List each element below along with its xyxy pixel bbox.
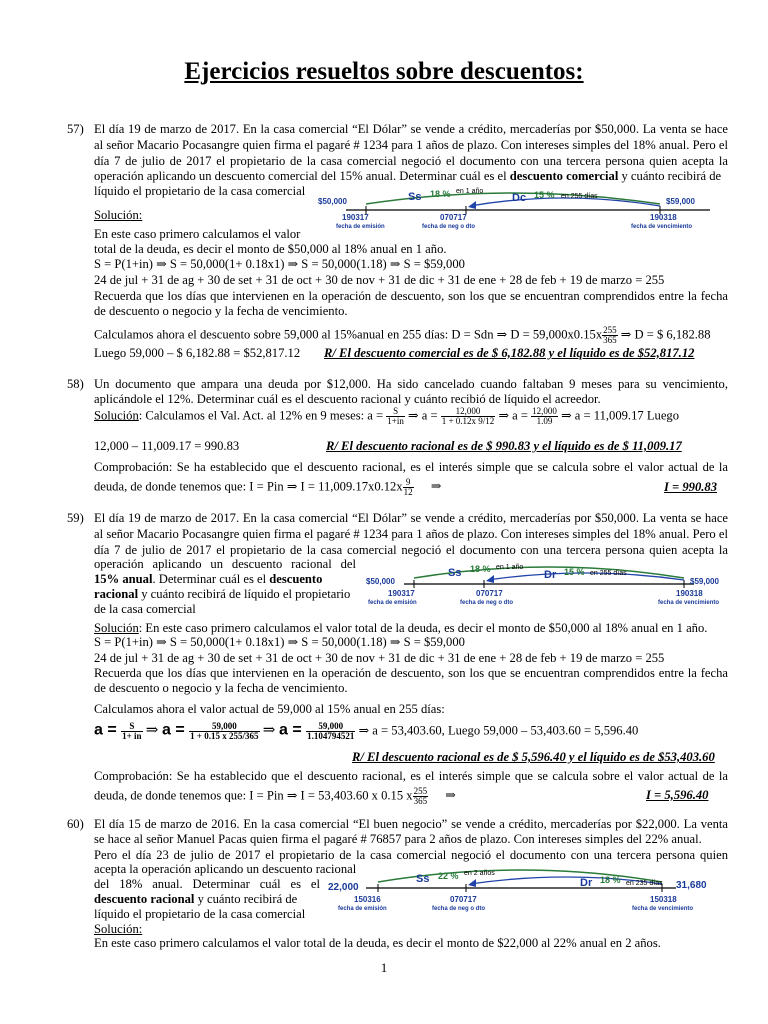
arrow-head — [486, 575, 494, 583]
dr-time: en 235 días — [626, 880, 663, 887]
keyword-rate: 15% anual — [94, 572, 153, 586]
text: ⇒ — [430, 479, 442, 494]
amount-right: $59,000 — [666, 197, 695, 206]
dr-rate: 15 % — [564, 567, 585, 577]
text: operación aplicando un descuento comercial del 15% anual. Determinar cuál es el — [94, 169, 507, 183]
problem-line: Un documento que ampara una deuda por $12,000. Ha sido cancelado cuando faltaban 9 meses para su vencimiento, — [94, 377, 728, 391]
numerator: 59,000 — [189, 722, 259, 732]
problem-line: El día 19 de marzo de 2017. En la casa comercial “El Dólar” se vende a crédito, mercaderías por $50,000. La venta se hace — [94, 511, 728, 525]
label-emision: fecha de emisión — [336, 224, 385, 230]
denominator: 365 — [413, 796, 428, 806]
arrow-head — [468, 201, 476, 209]
text: deuda, de donde tenemos que: I = Pin ⇒ I = 53,403.60 x 0.15 x — [94, 788, 413, 803]
date-negociacion: 070717 — [450, 895, 477, 904]
problem-line: líquido el propietario de la casa comercial — [94, 184, 306, 198]
text: ⇒ a = 11,009.17 Luego — [561, 408, 679, 423]
solution-line — [94, 407, 679, 426]
problem-line: El día 15 de marzo de 2016. En la casa comercial “El buen negocio” se vende a crédito, mercaderías por $22,000. La venta — [94, 817, 728, 831]
answer: R/ El descuento racional es de $ 990.83 y el líquido es de $ 11,009.17 — [326, 439, 682, 453]
solucion-heading: Solución — [94, 408, 139, 423]
date-vencimiento: 190318 — [676, 589, 703, 598]
ss-label: Ss — [408, 191, 422, 203]
check-line — [94, 478, 441, 497]
text: y cuánto recibirá de — [197, 892, 298, 906]
problem-line: al señor Macario Pocasangre quien firma el pagaré # 1234 para 1 años de plazo. Con intereses simples del 18% anual. Pero el — [94, 527, 728, 541]
page-title: Ejercicios resueltos sobre descuentos: — [184, 58, 584, 85]
denominator: 1+in — [387, 416, 404, 426]
problem-line: día 7 de julio de 2017 el propietario de la casa comercial negoció el documento con una tercera persona quien acepta la — [94, 154, 728, 168]
formula-line: S = P(1+in) ⇒ S = 50,000(1+ 0.18x1) ⇒ S = 50,000(1.18) ⇒ S = $59,000 — [94, 635, 465, 649]
numerator: 12,000 — [532, 406, 557, 416]
text: deuda, de donde tenemos que: I = Pin ⇒ I = 11,009.17x0.12x — [94, 479, 403, 494]
solucion-heading: Solución: — [94, 208, 143, 222]
fraction — [441, 407, 496, 426]
ss-time: en 2 años — [464, 870, 495, 877]
check-line: Comprobación: Se ha establecido que el descuento racional, es el interés simple que se calcula sobre el valor actual de la — [94, 769, 728, 783]
label-negociacion: fecha de neg o dto — [460, 600, 514, 606]
problem-line: Pero el día 23 de julio de 2017 el propietario de la casa comercial negoció el documento con una tercera persona quien — [94, 848, 728, 862]
days-sum-line: 24 de jul + 31 de ag + 30 de set + 31 de oct + 30 de nov + 31 de dic + 31 de ene + 28 de feb + 19 de marzo = 255 — [94, 273, 665, 287]
label-negociacion: fecha de neg o dto — [422, 224, 476, 230]
solution-line: Calculamos ahora el valor actual de 59,000 al 15% anual en 255 días: — [94, 702, 445, 716]
problem-line: del 18% anual. Determinar cuál es el — [94, 877, 320, 891]
solution-line: de descuento o negocio y la fecha de vencimiento. — [94, 304, 348, 318]
page-number: 1 — [380, 960, 388, 975]
problem-line — [94, 892, 297, 907]
solucion-heading: Solución: — [94, 922, 143, 936]
ss-rate: 18 % — [430, 189, 451, 199]
check-line: Comprobación: Se ha establecido que el descuento racional, es el interés simple que se calcula sobre el valor actual de la — [94, 460, 728, 474]
solution-line: Recuerda que los días que intervienen en la operación de descuento, son los que se encuentran comprendidos entre la fecha — [94, 666, 728, 680]
solution-line — [94, 621, 707, 636]
text: ⇒ a = 53,403.60, Luego 59,000 – 53,403.60 = 5,596.40 — [358, 723, 639, 738]
days-sum-line: 24 de jul + 31 de ag + 30 de set + 31 de oct + 30 de nov + 31 de dic + 31 de ene + 28 de feb + 19 de marzo = 255 — [94, 651, 665, 665]
fraction — [121, 722, 142, 741]
fraction — [306, 722, 355, 741]
solution-line: total de la deuda, es decir el monto de $50,000 al 18% anual en 1 año. — [94, 242, 447, 256]
dc-time: en 255 días — [561, 193, 598, 200]
answer: I = 5,596.40 — [646, 788, 709, 802]
ss-rate: 22 % — [438, 871, 459, 881]
text: Calculamos ahora el descuento sobre 59,000 al 15%anual en 255 días: D = Sdn ⇒ D = 59,000x0.15x — [94, 327, 603, 342]
label-negociacion: fecha de neg o dto — [432, 906, 486, 912]
amount-right: $59,000 — [690, 577, 719, 586]
solution-line: En este caso primero calculamos el valor — [94, 227, 301, 241]
problem-line — [94, 169, 721, 184]
dr-rate: 18 % — [600, 875, 621, 885]
numerator: S — [121, 722, 142, 732]
problem-line: líquido el propietario de la casa comercial — [94, 907, 306, 921]
answer: I = 990.83 — [664, 480, 718, 494]
dr-time: en 255 días — [590, 570, 627, 577]
date-emision: 190317 — [342, 213, 369, 222]
text: . Determinar cuál es el — [152, 572, 267, 586]
text: ⇒ D = $ 6,182.88 — [620, 327, 711, 342]
date-vencimiento: 150318 — [650, 895, 677, 904]
result-line: Luego 59,000 – $ 6,182.88 = $52,817.12 — [94, 346, 301, 360]
formula-line: S = P(1+in) ⇒ S = 50,000(1+ 0.18x1) ⇒ S = 50,000(1.18) ⇒ S = $59,000 — [94, 257, 465, 271]
label-vencimiento: fecha de vencimiento — [658, 600, 720, 606]
label-emision: fecha de emisión — [338, 906, 387, 912]
amount-left: $50,000 — [318, 197, 347, 206]
dc-rate: 15 % — [534, 190, 555, 200]
numerator: 255 — [413, 786, 428, 796]
fraction — [189, 722, 259, 741]
result-line: 12,000 – 11,009.17 = 990.83 — [94, 439, 240, 453]
exercise-number: 60) — [67, 817, 84, 831]
dr-label: Dr — [544, 569, 557, 581]
keyword-racional: racional — [94, 587, 139, 601]
ss-time: en 1 año — [496, 564, 524, 571]
label-emision: fecha de emisión — [368, 600, 417, 606]
ss-time: en 1 año — [456, 188, 484, 195]
text: ⇒ a = — [408, 408, 438, 423]
label-vencimiento: fecha de vencimiento — [632, 906, 694, 912]
check-line — [94, 787, 456, 806]
problem-line: operación aplicando un descuento racional del — [94, 557, 356, 571]
text: ⇒ a = — [498, 408, 529, 423]
ss-label: Ss — [448, 567, 462, 579]
problem-line — [94, 572, 322, 587]
numerator: 12,000 — [441, 407, 496, 417]
numerator: S — [386, 407, 405, 417]
dc-label: Dc — [512, 192, 527, 204]
exercise-number: 59) — [67, 511, 84, 525]
solution-line: Recuerda que los días que intervienen en la operación de descuento, son los que se encuentran comprendidos entre la fecha — [94, 289, 728, 303]
variable-a: a — [94, 721, 103, 739]
discount-calc-line — [94, 326, 711, 345]
answer: R/ El descuento racional es de $ 5,596.40 y el líquido es de $53,403.60 — [352, 750, 715, 764]
problem-line: se hace al señor Manuel Pacas quien firma el pagaré # 76857 para 2 años de plazo. Con intereses simples del 22% anual. — [94, 832, 702, 846]
problem-line: acepta la operación aplicando un descuento racional — [94, 862, 357, 876]
denominator: 12 — [403, 487, 413, 497]
denominator: 365 — [603, 335, 617, 345]
date-negociacion: 070717 — [476, 589, 503, 598]
exercise-number: 57) — [67, 122, 84, 136]
label-vencimiento: fecha de vencimiento — [631, 224, 693, 230]
text: ⇒ — [445, 788, 456, 803]
fraction — [413, 787, 429, 806]
timeline-diagram — [364, 560, 734, 610]
variable-a: a — [279, 721, 288, 739]
date-emision: 190317 — [388, 589, 415, 598]
problem-line: de la casa comercial — [94, 602, 196, 616]
date-vencimiento: 190318 — [650, 213, 677, 222]
text: : En este caso primero calculamos el valor total de la deuda, es decir el monto de $50,000 al 18% anual en 1 año. — [138, 621, 708, 635]
timeline-diagram — [318, 184, 734, 230]
denominator: 1+ in — [122, 731, 142, 741]
dr-label: Dr — [580, 877, 593, 889]
present-value-calc-line: a = $\frac{S}{1+ in}$ ⇒ a = $\frac{59,000}{1 + 0.15 x 255/365}$ ⇒ a = $\frac{59,000}{1.104794521}$ ⇒ a = 53,403.60, Luego 59,000 – 53,403.60 = 5,596.40 — [94, 721, 639, 741]
fraction — [602, 326, 618, 345]
date-emision: 150316 — [354, 895, 381, 904]
fraction — [531, 407, 558, 426]
text: y cuánto recibirá de — [621, 169, 722, 183]
denominator: 1 + 0.15 x 255/365 — [190, 731, 259, 741]
solucion-heading: Solución — [94, 621, 139, 635]
text: y cuánto recibirá de líquido el propietario — [141, 587, 351, 601]
ss-rate: 18 % — [470, 564, 491, 574]
keyword-descuento: descuento — [269, 572, 323, 586]
amount-right: 31,680 — [676, 880, 707, 891]
denominator: 1.09 — [536, 416, 553, 426]
timeline-diagram — [326, 862, 736, 916]
answer: R/ El descuento comercial es de $ 6,182.88 y el líquido es de $52,817.12 — [324, 346, 695, 360]
problem-line: al señor Macario Pocasangre quien firma el pagaré # 1234 para 1 años de plazo. Con intereses simples del 18% anual. Pero el — [94, 138, 728, 152]
arrow-head — [468, 879, 476, 887]
problem-line: El día 19 de marzo de 2017. En la casa comercial “El Dólar” se vende a crédito, mercaderías por $50,000. La venta se hace — [94, 122, 728, 136]
ss-label: Ss — [416, 873, 430, 885]
denominator: 1 + 0.12x 9/12 — [441, 416, 495, 426]
amount-left: $50,000 — [366, 577, 395, 586]
numerator: 9 — [403, 478, 414, 488]
problem-line: aplicándole el 12%. Determinar cuál es el descuento racional y cuánto recibió de líquido el acreedor. — [94, 392, 601, 406]
problem-line: día 7 de julio de 2017 el propietario de la casa comercial negoció el documento con una tercera persona quien acepta la — [94, 543, 728, 557]
fraction — [403, 478, 414, 497]
solution-line: En este caso primero calculamos el valor total de la deuda, es decir el monto de $22,000 al 22% anual en 2 años. — [94, 936, 661, 950]
numerator: 255 — [603, 325, 617, 335]
exercise-number: 58) — [67, 377, 84, 391]
text: : Calculamos el Val. Act. al 12% en 9 meses: a = — [138, 408, 384, 423]
date-negociacion: 070717 — [440, 213, 467, 222]
solution-line: de descuento o negocio y la fecha de vencimiento. — [94, 681, 348, 695]
denominator: 1.104794521 — [307, 731, 355, 741]
problem-line — [94, 587, 350, 602]
amount-left: 22,000 — [328, 882, 359, 893]
keyword-descuento-racional: descuento racional — [94, 892, 195, 906]
numerator: 59,000 — [306, 722, 355, 732]
keyword-descuento-comercial: descuento comercial — [509, 169, 619, 183]
variable-a: a — [162, 721, 171, 739]
fraction — [386, 407, 405, 426]
